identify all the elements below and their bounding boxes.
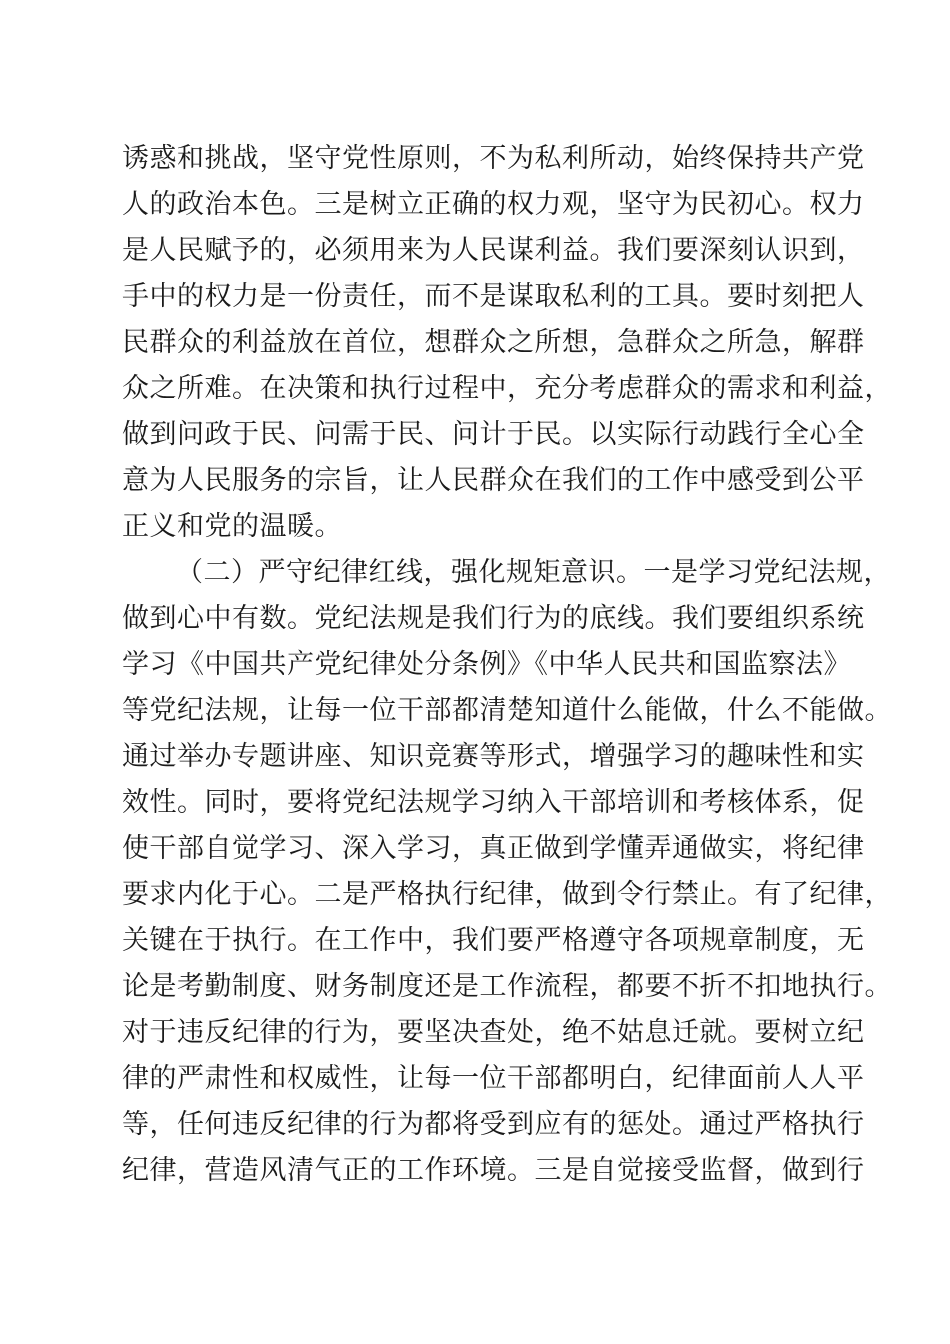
text-line-22: 等，任何违反纪律的行为都将受到应有的惩处。通过严格执行: [122, 1109, 865, 1140]
text-line-4: 手中的权力是一份责任，而不是谋取私利的工具。要时刻把人: [122, 281, 865, 312]
text-line-21: 律的严肃性和权威性，让每一位干部都明白，纪律面前人人平: [122, 1063, 865, 1094]
text-line-15: 效性。同时，要将党纪法规学习纳入干部培训和考核体系，促: [122, 787, 865, 818]
text-line-13: 等党纪法规，让每一位干部都清楚知道什么能做，什么不能做。: [122, 695, 892, 726]
text-line-12: 学习《中国共产党纪律处分条例》《中华人民共和国监察法》: [122, 649, 851, 680]
text-line-11: 做到心中有数。党纪法规是我们行为的底线。我们要组织系统: [122, 603, 865, 634]
text-line-14: 通过举办专题讲座、知识竞赛等形式，增强学习的趣味性和实: [122, 741, 865, 772]
text-line-3: 是人民赋予的，必须用来为人民谋利益。我们要深刻认识到，: [122, 235, 865, 266]
text-line-6: 众之所难。在决策和执行过程中，充分考虑群众的需求和利益，: [122, 373, 892, 404]
text-line-5: 民群众的利益放在首位，想群众之所想，急群众之所急，解群: [122, 327, 865, 358]
text-line-9: 正义和党的温暖。: [122, 511, 342, 542]
section-heading-line: （二）严守纪律红线，强化规矩意识。一是学习党纪法规，: [176, 557, 891, 588]
text-line-23: 纪律，营造风清气正的工作环境。三是自觉接受监督，做到行: [122, 1155, 865, 1186]
text-line-7: 做到问政于民、问需于民、问计于民。以实际行动践行全心全: [122, 419, 865, 450]
text-line-16: 使干部自觉学习、深入学习，真正做到学懂弄通做实，将纪律: [122, 833, 865, 864]
text-line-20: 对于违反纪律的行为，要坚决查处，绝不姑息迁就。要树立纪: [122, 1017, 865, 1048]
text-line-19: 论是考勤制度、财务制度还是工作流程，都要不折不扣地执行。: [122, 971, 892, 1002]
text-line-1: 诱惑和挑战，坚守党性原则，不为私利所动，始终保持共产党: [122, 143, 865, 174]
text-line-17: 要求内化于心。二是严格执行纪律，做到令行禁止。有了纪律，: [122, 879, 892, 910]
text-line-2: 人的政治本色。三是树立正确的权力观，坚守为民初心。权力: [122, 189, 865, 220]
text-line-8: 意为人民服务的宗旨，让人民群众在我们的工作中感受到公平: [122, 465, 865, 496]
text-line-18: 关键在于执行。在工作中，我们要严格遵守各项规章制度，无: [122, 925, 865, 956]
